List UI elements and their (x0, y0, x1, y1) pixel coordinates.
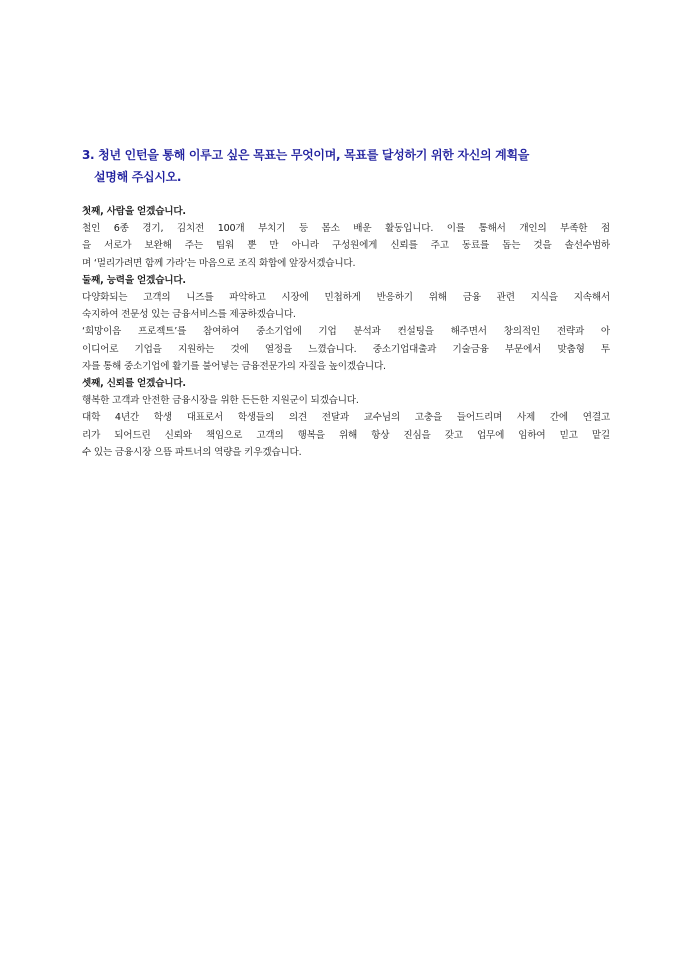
paragraph-line: 며 ‘멀리가려면 함께 가라’는 마음으로 조직 화합에 앞장서겠습니다. (82, 257, 356, 269)
question-heading (82, 144, 610, 188)
paragraph-line: 을 서로가 보완해 주는 팀워 뿐 만 아니라 구성원에게 신뢰를 주고 동료를 돕는 것을 솔선수범하 (82, 240, 610, 252)
paragraph-line: 이디어로 기업을 지원하는 것에 열정을 느꼈습니다. 중소기업대출과 기술금융 부문에서 맞춤형 투 (82, 343, 610, 355)
paragraph-line: 다양화되는 고객의 니즈를 파악하고 시장에 민첩하게 반응하기 위해 금융 관련 지식을 지속해서 (82, 292, 610, 304)
paragraph-line: 대학 4년간 학생 대표로서 학생들의 의견 전달과 교수님의 고충을 들어드리며 사제 간에 연결고 (82, 412, 610, 424)
section-heading-trust: 셋째, 신뢰를 얻겠습니다. (82, 378, 186, 390)
section-heading-ability: 둘째, 능력을 얻겠습니다. (82, 274, 186, 286)
question-line-1: 3. 청년 인턴을 통해 이루고 싶은 목표는 무엇이며, 목표를 달성하기 위한 자신의 계획을 (82, 148, 530, 162)
answer-body (82, 203, 610, 461)
paragraph-line: 수 있는 금융시장 으뜸 파트너의 역량을 키우겠습니다. (82, 446, 302, 458)
paragraph-line: 숙지하여 전문성 있는 금융서비스를 제공하겠습니다. (82, 309, 296, 321)
paragraph-line: 리가 되어드린 신뢰와 책임으로 고객의 행복을 위해 항상 진심을 갖고 업무에 임하여 믿고 맡길 (82, 429, 610, 441)
question-line-2: 설명해 주십시오. (94, 170, 182, 184)
paragraph-line: 철인 6종 경기, 김치전 100개 부치기 등 몸소 배운 활동입니다. 이를 통해서 개인의 부족한 점 (82, 223, 610, 235)
section-heading-people: 첫째, 사람을 얻겠습니다. (82, 206, 186, 217)
paragraph-line: 행복한 고객과 안전한 금융시장을 위한 든든한 지원군이 되겠습니다. (82, 395, 359, 407)
paragraph-line: ‘희망이음 프로젝트’를 참여하여 중소기업에 기업 분석과 컨설팅을 해주면서 창의적인 전략과 아 (82, 326, 610, 338)
paragraph-line: 자를 통해 중소기업에 활기를 불어넣는 금융전문가의 자질을 높이겠습니다. (82, 360, 386, 372)
